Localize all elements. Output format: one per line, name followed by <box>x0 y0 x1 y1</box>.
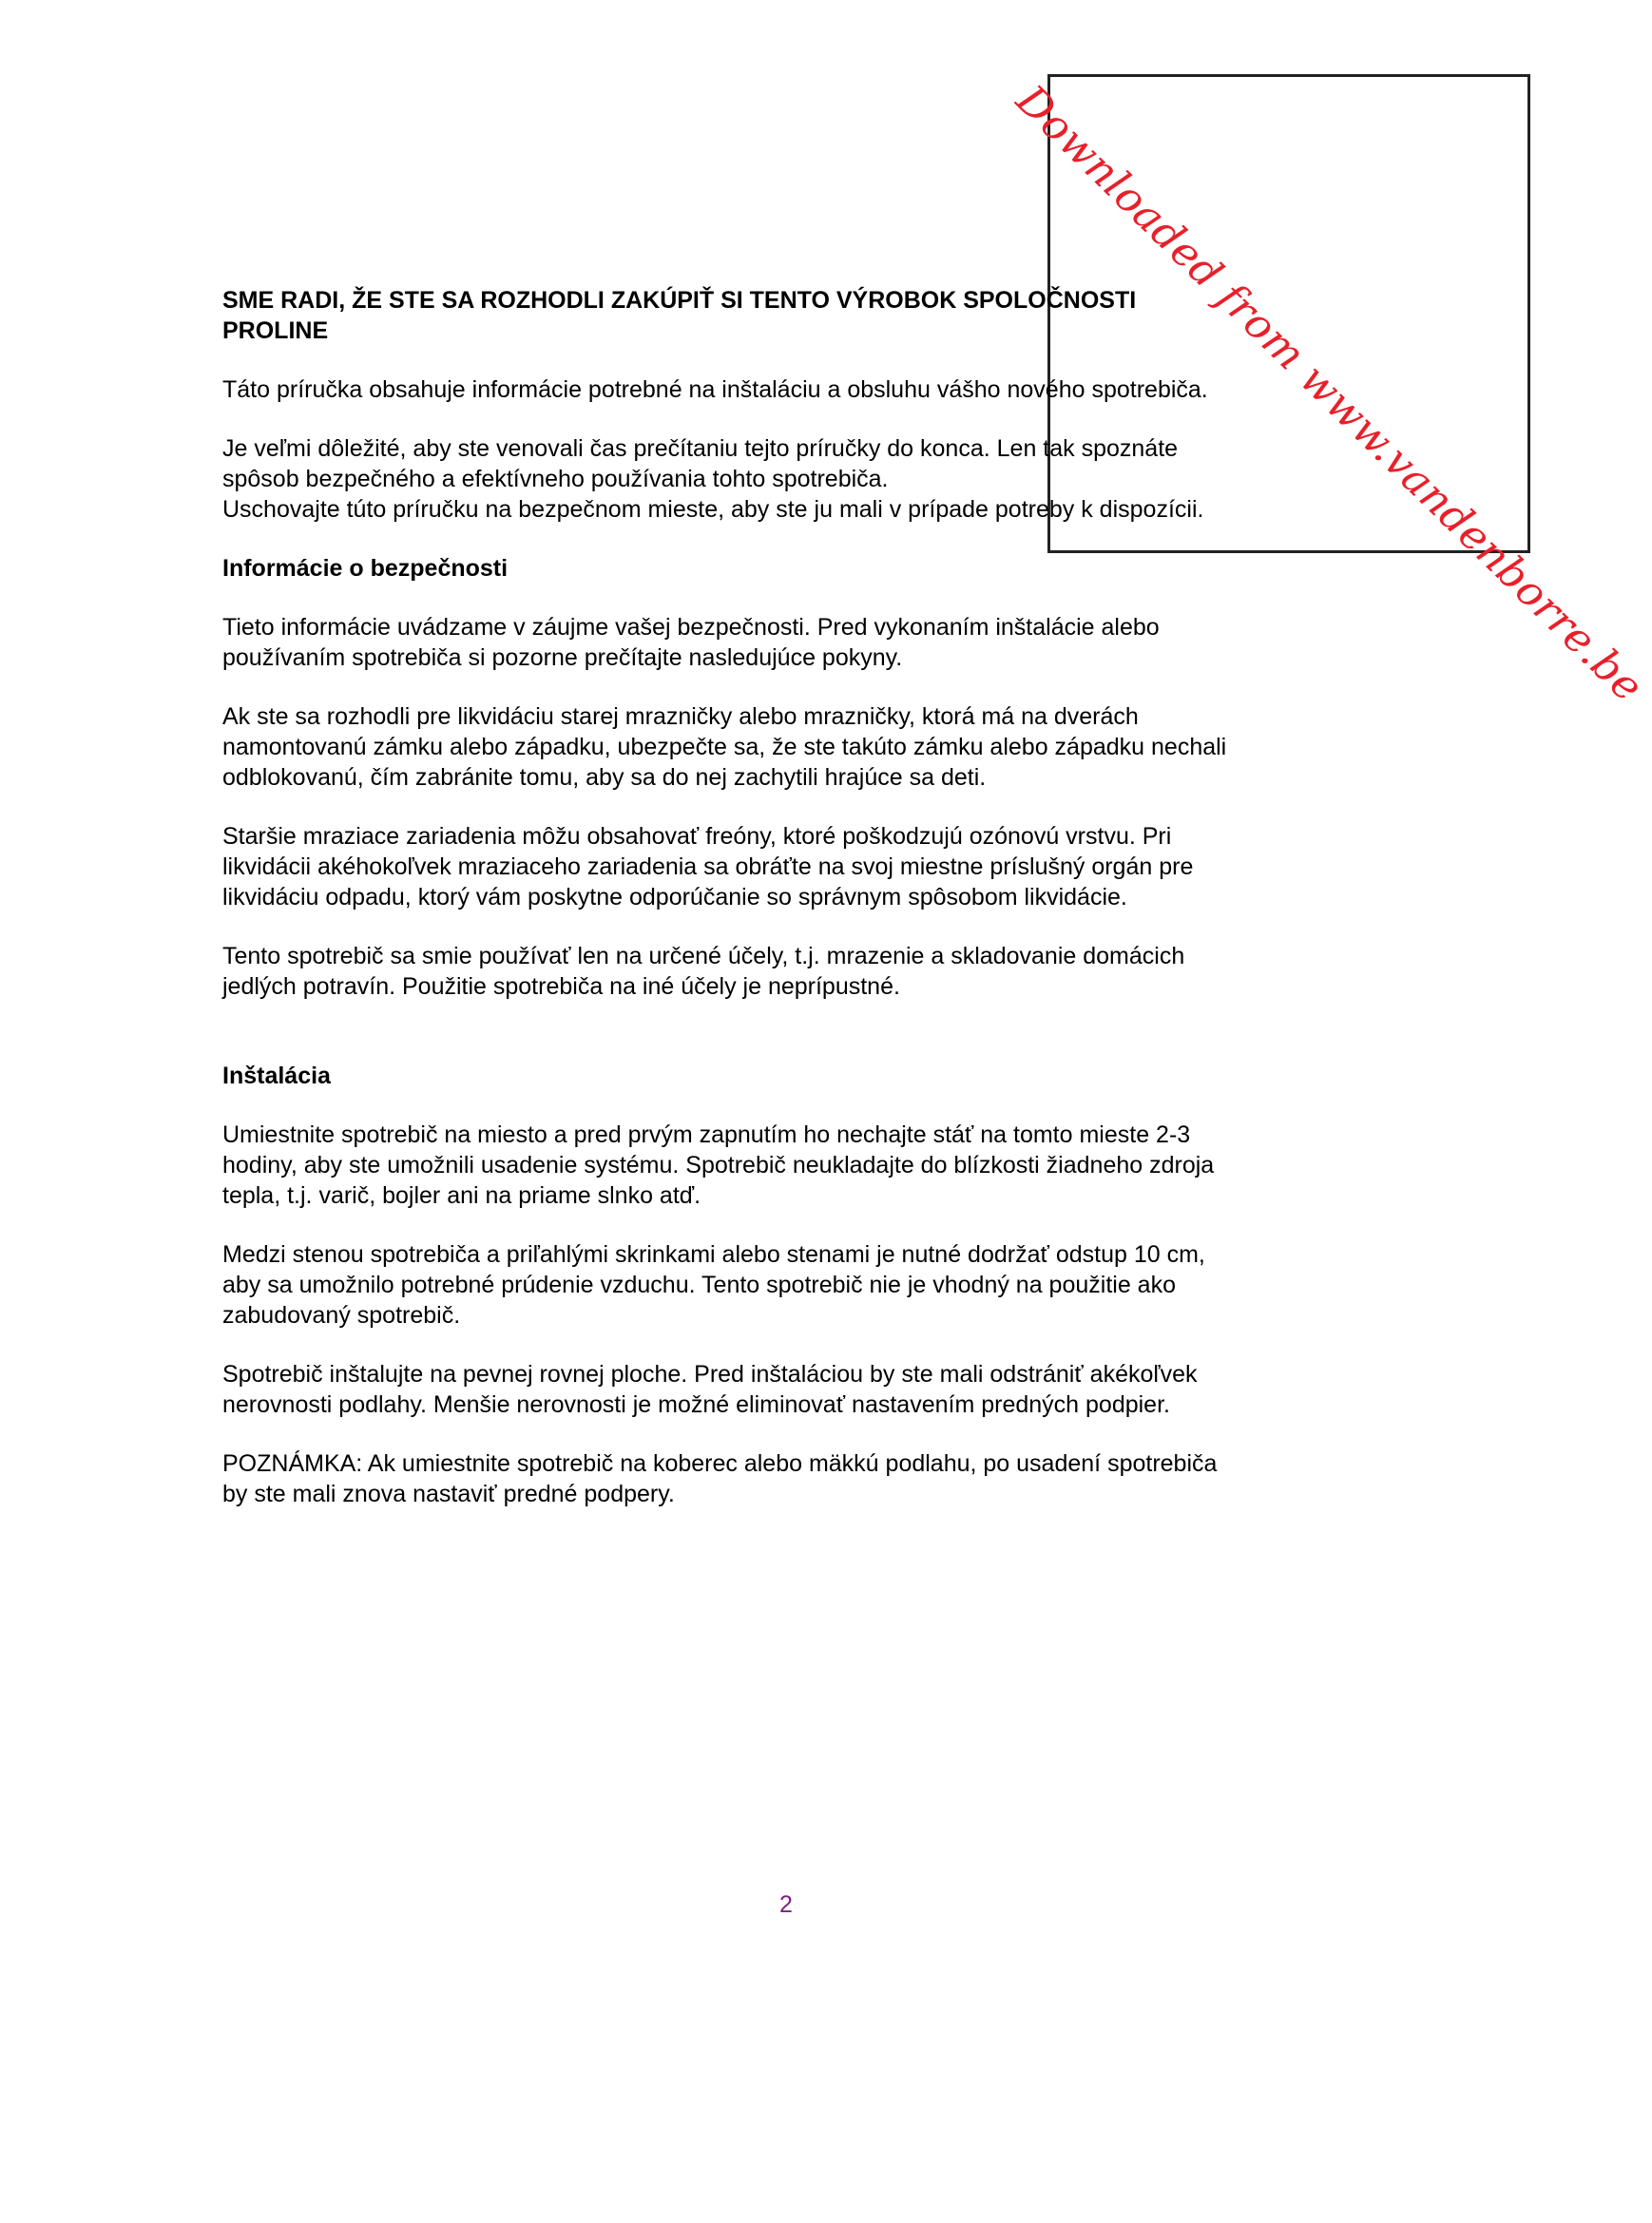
safety-paragraph <box>222 612 1363 673</box>
section-heading-installation: Inštalácia <box>222 1063 331 1089</box>
text-line: Táto príručka obsahuje informácie potrebné na inštaláciu a obsluhu vášho nového spotrebiča. <box>222 376 1208 403</box>
page-title <box>222 285 1363 346</box>
text-line: POZNÁMKA: Ak umiestnite spotrebič na koberec alebo mäkkú podlahu, po usadení spotrebiča <box>222 1450 1218 1477</box>
text-line: Staršie mraziace zariadenia môžu obsahovať freóny, ktoré poškodzujú ozónovú vrstvu. Pri <box>222 823 1172 850</box>
installation-paragraph <box>222 1448 1363 1509</box>
text-line: hodiny, aby ste umožnili usadenie systému. Spotrebič neukladajte do blízkosti žiadneho zdroja <box>222 1152 1215 1179</box>
text-line: aby sa umožnilo potrebné prúdenie vzduchu. Tento spotrebič nie je vhodný na použitie ako <box>222 1272 1176 1298</box>
text-line: používaním spotrebiča si pozorne prečítajte nasledujúce pokyny. <box>222 644 903 671</box>
section-heading-safety: Informácie o bezpečnosti <box>222 555 509 582</box>
page-title-line: SME RADI, ŽE STE SA ROZHODLI ZAKÚPIŤ SI TENTO VÝROBOK SPOLOČNOSTI <box>222 287 1137 314</box>
installation-paragraph <box>222 1239 1363 1331</box>
installation-paragraph <box>222 1359 1363 1420</box>
text-line: Spotrebič inštalujte na pevnej rovnej ploche. Pred inštaláciou by ste mali odstrániť akékoľvek <box>222 1361 1198 1388</box>
safety-paragraph <box>222 701 1363 793</box>
text-line: Tento spotrebič sa smie používať len na určené účely, t.j. mrazenie a skladovanie domácich <box>222 943 1185 969</box>
text-line: by ste mali znova nastaviť predné podpery. <box>222 1481 675 1507</box>
intro-paragraph <box>222 433 1363 525</box>
text-line: Ak ste sa rozhodli pre likvidáciu starej mrazničky alebo mrazničky, ktorá má na dverách <box>222 703 1139 730</box>
page-title-line: PROLINE <box>222 317 329 344</box>
page-number: 2 <box>779 1891 793 1918</box>
text-line: Tieto informácie uvádzame v záujme vašej bezpečnosti. Pred vykonaním inštalácie alebo <box>222 614 1160 641</box>
intro-paragraph <box>222 374 1363 405</box>
text-line: namontovanú zámku alebo západku, ubezpečte sa, že ste takúto zámku alebo západku nechali <box>222 734 1227 760</box>
text-line: nerovnosti podlahy. Menšie nerovnosti je možné eliminovať nastavením predných podpier. <box>222 1391 1170 1418</box>
text-line: Uschovajte túto príručku na bezpečnom mieste, aby ste ju mali v prípade potreby k dispozícii. <box>222 496 1204 523</box>
text-line: Je veľmi dôležité, aby ste venovali čas prečítaniu tejto príručky do konca. Len tak spoznáte <box>222 435 1179 462</box>
safety-paragraph <box>222 821 1363 912</box>
text-line: likvidácii akéhokoľvek mraziaceho zariadenia sa obráťte na svoj miestne príslušný orgán pre <box>222 853 1194 880</box>
watermark-link[interactable]: Downloaded from www.vandenborre.be <box>1007 76 1652 712</box>
text-line: likvidáciu odpadu, ktorý vám poskytne odporúčanie so správnym spôsobom likvidácie. <box>222 884 1127 910</box>
safety-paragraph <box>222 941 1363 1002</box>
text-line: zabudovaný spotrebič. <box>222 1302 461 1329</box>
installation-paragraph <box>222 1120 1363 1211</box>
text-line: odblokovanú, čím zabránite tomu, aby sa do nej zachytili hrajúce sa deti. <box>222 764 987 791</box>
text-line: jedlých potravín. Použitie spotrebiča na iné účely je neprípustné. <box>222 973 900 1000</box>
text-line: Medzi stenou spotrebiča a priľahlými skrinkami alebo stenami je nutné dodržať odstup 10 cm, <box>222 1241 1205 1268</box>
text-line: Umiestnite spotrebič na miesto a pred prvým zapnutím ho nechajte stáť na tomto mieste 2-3 <box>222 1121 1191 1148</box>
text-line: spôsob bezpečného a efektívneho používania tohto spotrebiča. <box>222 466 889 492</box>
document-body <box>222 285 1363 1509</box>
text-line: tepla, t.j. varič, bojler ani na priame slnko atď. <box>222 1182 701 1209</box>
